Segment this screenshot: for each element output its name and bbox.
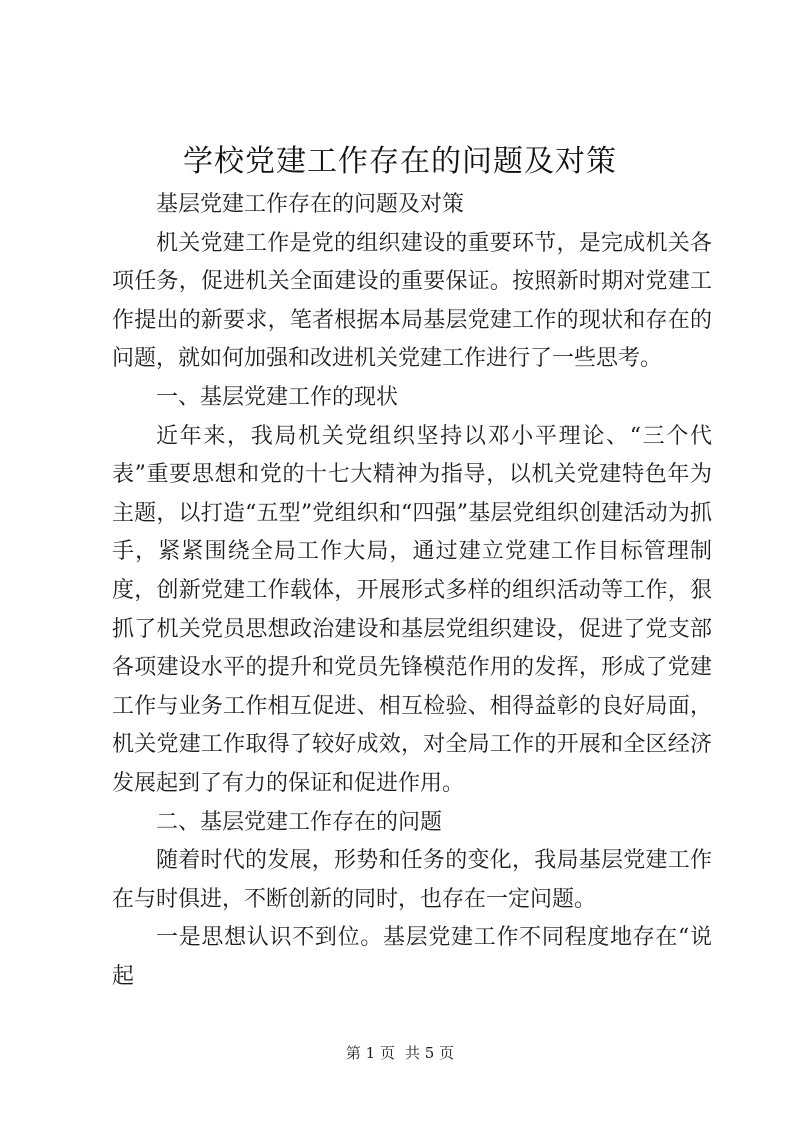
document-title: 学校党建工作存在的问题及对策 (183, 144, 617, 179)
document-body (112, 186, 712, 996)
status-paragraph: 近年来，我局机关党组织坚持以邓小平理论、“三个代表”重要思想和党的十七大精神为指导，以机关党建特色年为主题，以打造“五型”党组织和“四强”基层党组织创建活动为抓手，紧紧围绕全局工作大局，通过建立党建工作目标管理制度，创新党建工作载体，开展形式多样的组织活动等工作，狠抓了机关党员思想政治建设和基层党组织建设，促进了党支部各项建设水平的提升和党员先锋模范作用的发挥，形成了党建工作与业务工作相互促进、相互检验、相得益彰的良好局面，机关党建工作取得了较好成效，对全局工作的开展和全区经济发展起到了有力的保证和促进作用。 (112, 423, 712, 796)
intro-paragraph: 机关党建工作是党的组织建设的重要环节，是完成机关各项任务，促进机关全面建设的重要保证。按照新时期对党建工作提出的新要求，笔者根据本局基层党建工作的现状和存在的问题，就如何加强和改进机关党建工作进行了一些思考。 (112, 230, 712, 372)
section-heading-problems: 二、基层党建工作存在的问题 (156, 809, 443, 835)
problems-intro-paragraph: 随着时代的发展，形势和任务的变化，我局基层党建工作在与时俱进，不断创新的同时，也存在一定问题。 (112, 848, 712, 912)
page-total: 共 5 页 (405, 1044, 455, 1062)
subtitle-heading: 基层党建工作存在的问题及对策 (156, 192, 465, 217)
problem-one-paragraph: 一是思想认识不到位。基层党建工作不同程度地存在“说起 (112, 925, 712, 989)
section-heading-current-status: 一、基层党建工作的现状 (156, 384, 399, 410)
page-number: 第 1 页 (345, 1044, 395, 1062)
page-footer (0, 1043, 800, 1063)
